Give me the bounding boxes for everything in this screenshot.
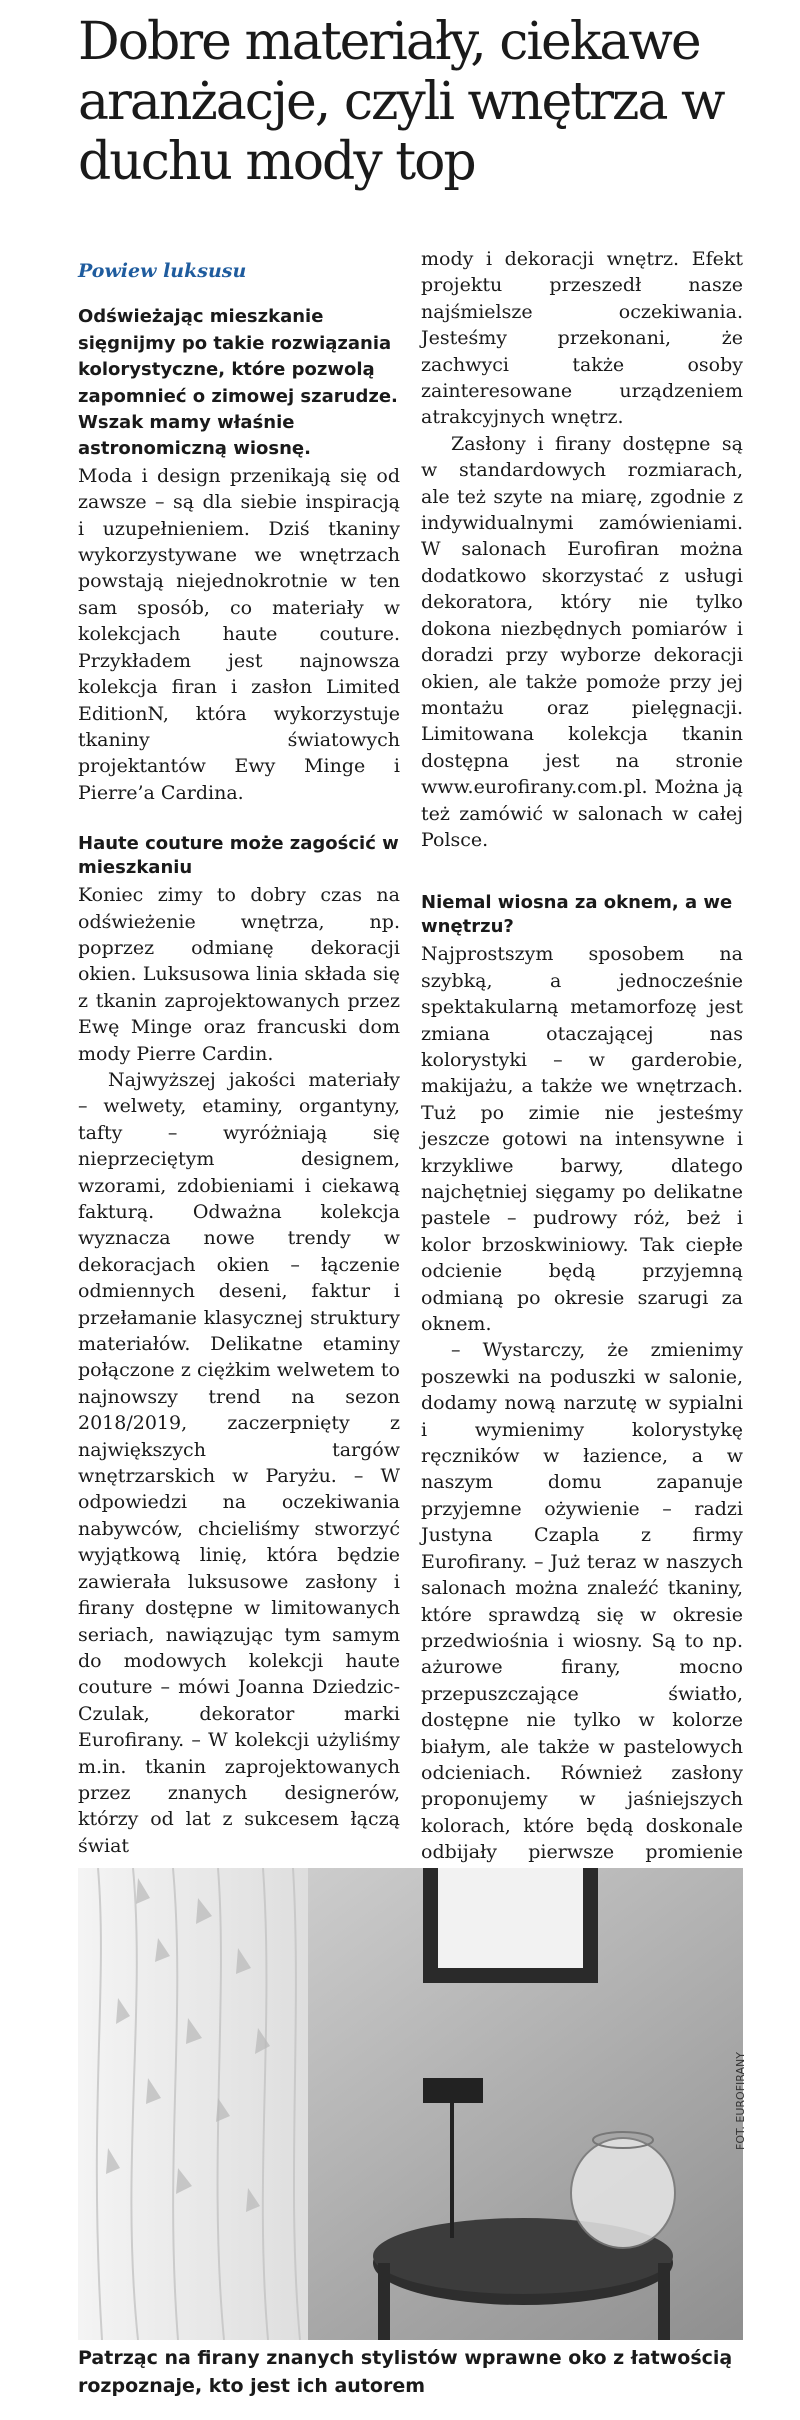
article-headline: Dobre materiały, ciekawe aranżacje, czyli wnętrza w duchu mody top — [78, 12, 724, 192]
article-photo — [78, 1868, 743, 2340]
article-column-left — [78, 258, 400, 1859]
article-paragraph: mody i dekoracji wnętrz. Efekt projektu przeszedł nasze najśmielsze oczekiwania. Jesteśmy przekonani, że zachwyci także osoby zainteresowane urządzeniem atrakcyjnych wnętrz. — [421, 248, 743, 429]
article-kicker: Powiew luksusu — [78, 260, 247, 282]
article-column-right — [421, 246, 743, 1893]
photo-credit: FOT. EUROFIRANY — [734, 2052, 747, 2150]
article-paragraph: Moda i design przenikają się od zawsze – są dla siebie inspiracją i uzupełnieniem. Dziś tkaniny wykorzystywane we wnętrzach powstają niejednokrotnie w ten sam sposób, co materiały w kolekcjach haute couture. Przykładem jest najnowsza kolekcja firan i zasłon Limited EditionN, która wykorzystuje tkaniny światowych projektantów Ewy Minge i Pierre’a Cardina. — [78, 464, 400, 804]
article-lead: Odświeżając mieszkanie sięgnijmy po takie rozwiązania kolorystyczne, które pozwolą zapomnieć o zimowej szarudze. Wszak mamy właśnie astronomiczną wiosnę. — [78, 306, 398, 460]
article-paragraph — [421, 1337, 743, 1893]
article-subhead: Niemal wiosna za oknem, a we wnętrzu? — [421, 892, 733, 938]
article-paragraph: Najwyższej jakości materiały – welwety, etaminy, organtyny, tafty – wyróżniają się nieprzeciętym designem, wzorami, zdobieniami i ciekawą fakturą. Odważna kolekcja wyznacza nowe trendy w dekoracjach okien – łączenie odmiennych deseni, faktur i przełamanie klasycznej struktury materiałów. Delikatne etaminy połączone z ciężkim welwetem to najnowszy trend na sezon 2018/2019, zaczerpnięty z największych targów wnętrzarskich w Paryżu. – W odpowiedzi na oczekiwania nabywców, chcieliśmy stworzyć wyjątkową linię, która będzie zawierała luksusowe zasłony i firany dostępne w limitowanych seriach, nawiązując tym samym do modowych kolekcji haute couture – mówi Joanna Dziedzic-Czulak, dekorator marki Eurofirany. – W kolekcji użyliśmy m.in. tkanin zaprojektowanych przez znanych designerów, którzy od lat z sukcesem łączą świat — [78, 1068, 400, 1857]
photo-caption: Patrząc na firany znanych stylistów wprawne oko z łatwością rozpoznaje, kto jest ich autorem — [78, 2347, 733, 2397]
article-subhead: Haute couture może zagościć w mieszkaniu — [78, 833, 399, 879]
article-paragraph: Najprostszym sposobem na szybką, a jednocześnie spektakularną metamorfozę jest zmiana otaczającej nas kolorystyki – w garderobie, makijażu, a także we wnętrzach. Tuż po zimie nie jesteśmy jeszcze gotowi na intensywne i krzykliwe barwy, dlatego najchętniej sięgamy po delikatne pastele – pudrowy róż, beż i kolor brzoskwiniowy. Tak ciepłe odcienie będą przyjemną odmianą po okresie szarugi za oknem. — [421, 943, 743, 1336]
article-paragraph-text: – Wystarczy, że zmienimy poszewki na poduszki w salonie, dodamy nową narzutę w sypialni i wymienimy kolorystykę ręczników w łazience, a w naszym domu zapanuje przyjemne ożywienie – radzi Justyna Czapla z firmy Eurofirany. – Już teraz w naszych salonach można znaleźć tkaniny, które sprawdzą się w okresie przedwiośnia i wiosny. Są to np. ażurowe firany, mocno przepuszczające światło, dostępne nie tylko w kolorze białym, ale także w pastelowych odcieniach. Również zasłony proponujemy w jaśniejszych kolorach, które będą doskonale odbijały pierwsze promienie — [421, 1339, 743, 1864]
article-paragraph: Koniec zimy to dobry czas na odświeżenie wnętrza, np. poprzez odmianę dekoracji okien. Luksusowa linia składa się z tkanin zaprojektowanych przez Ewę Minge oraz francuski dom mody Pierre Cardin. — [78, 884, 400, 1065]
article-paragraph: Zasłony i firany dostępne są w standardowych rozmiarach, ale też szyte na miarę, zgodnie z indywidualnymi zamówieniami. W salonach Eurofiran można dodatkowo skorzystać z usługi dekoratora, który nie tylko dokona niezbędnych pomiarów i doradzi przy wyborze dekoracji okien, ale także pomoże przy jej montażu oraz pielęgnacji. Limitowana kolekcja tkanin dostępna jest na stronie www.eurofirany.com.pl. Można ją też zamówić w salonach w całej Polsce. — [421, 432, 743, 851]
